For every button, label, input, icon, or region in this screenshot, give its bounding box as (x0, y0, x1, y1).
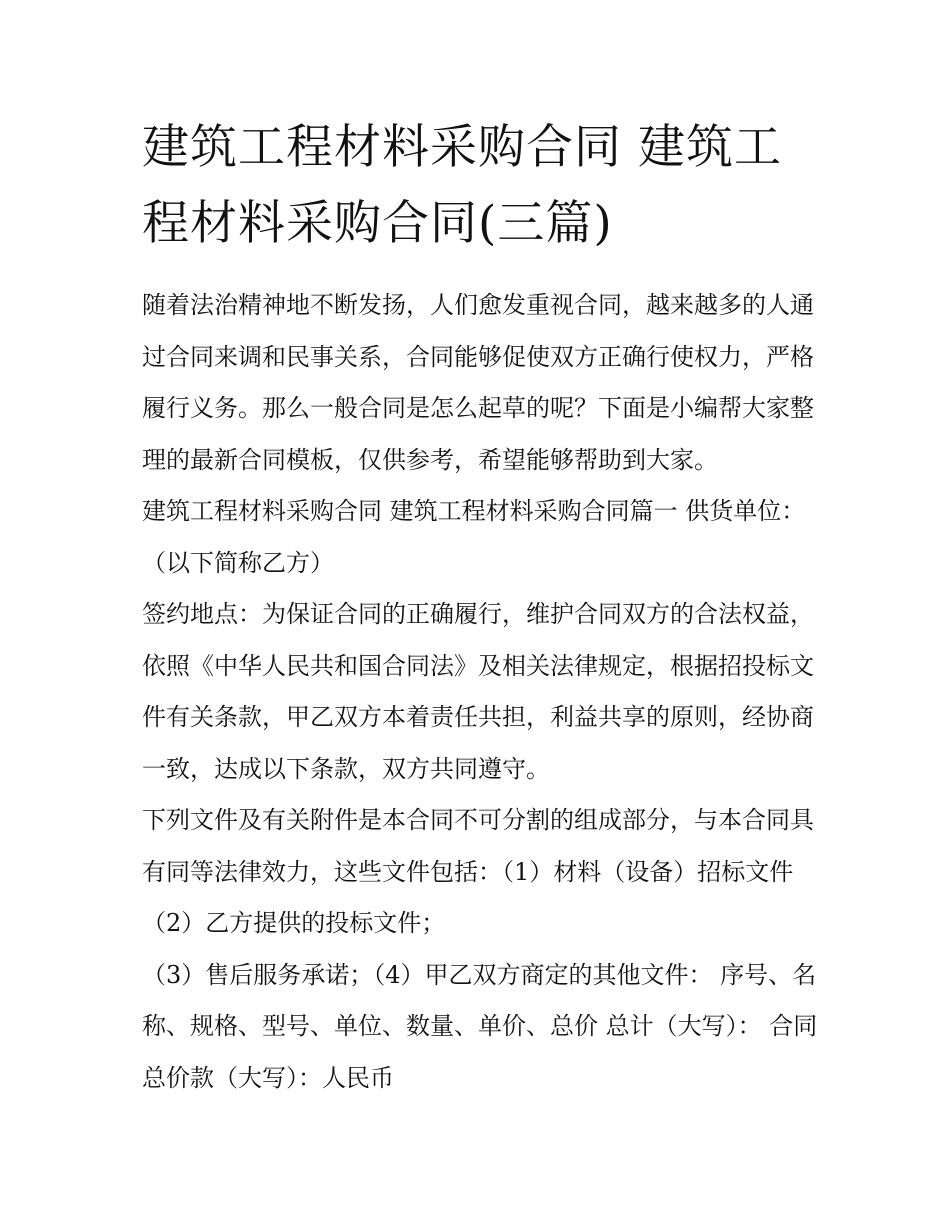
document-title: 建筑工程材料采购合同 建筑工程材料采购合同(三篇) (142, 120, 782, 251)
signing-location-paragraph: 签约地点：为保证合同的正确履行，维护合同双方的合法权益，依照《中华人民共和国合同法》及相关法律规定，根据招投标文件有关条款，甲乙双方本着责任共担，利益共享的原则，经协商一致，达成以下条款，双方共同遵守。 (142, 600, 814, 783)
document-page (142, 110, 822, 1104)
intro-paragraph: 随着法治精神地不断发扬，人们愈发重视合同，越来越多的人通过合同来调和民事关系，合同能够促使双方正确行使权力，严格履行义务。那么一般合同是怎么起草的呢？下面是小编帮大家整理的最新合同模板，仅供参考，希望能够帮助到大家。 (142, 291, 814, 474)
contract-documents-paragraph: 下列文件及有关附件是本合同不可分割的组成部分，与本合同具有同等法律效力，这些文件包括：（1）材料（设备）招标文件 （2）乙方提供的投标文件； (142, 806, 814, 937)
supplier-paragraph: 建筑工程材料采购合同 建筑工程材料采购合同篇一 供货单位：（以下简称乙方） (142, 497, 806, 577)
price-paragraph: （3）售后服务承诺；（4）甲乙双方商定的其他文件： 序号、名称、规格、型号、单位、数量、单价、总价 总计（大写）： 合同总价款（大写）：人民币 (142, 960, 818, 1092)
document-body (142, 280, 822, 1104)
